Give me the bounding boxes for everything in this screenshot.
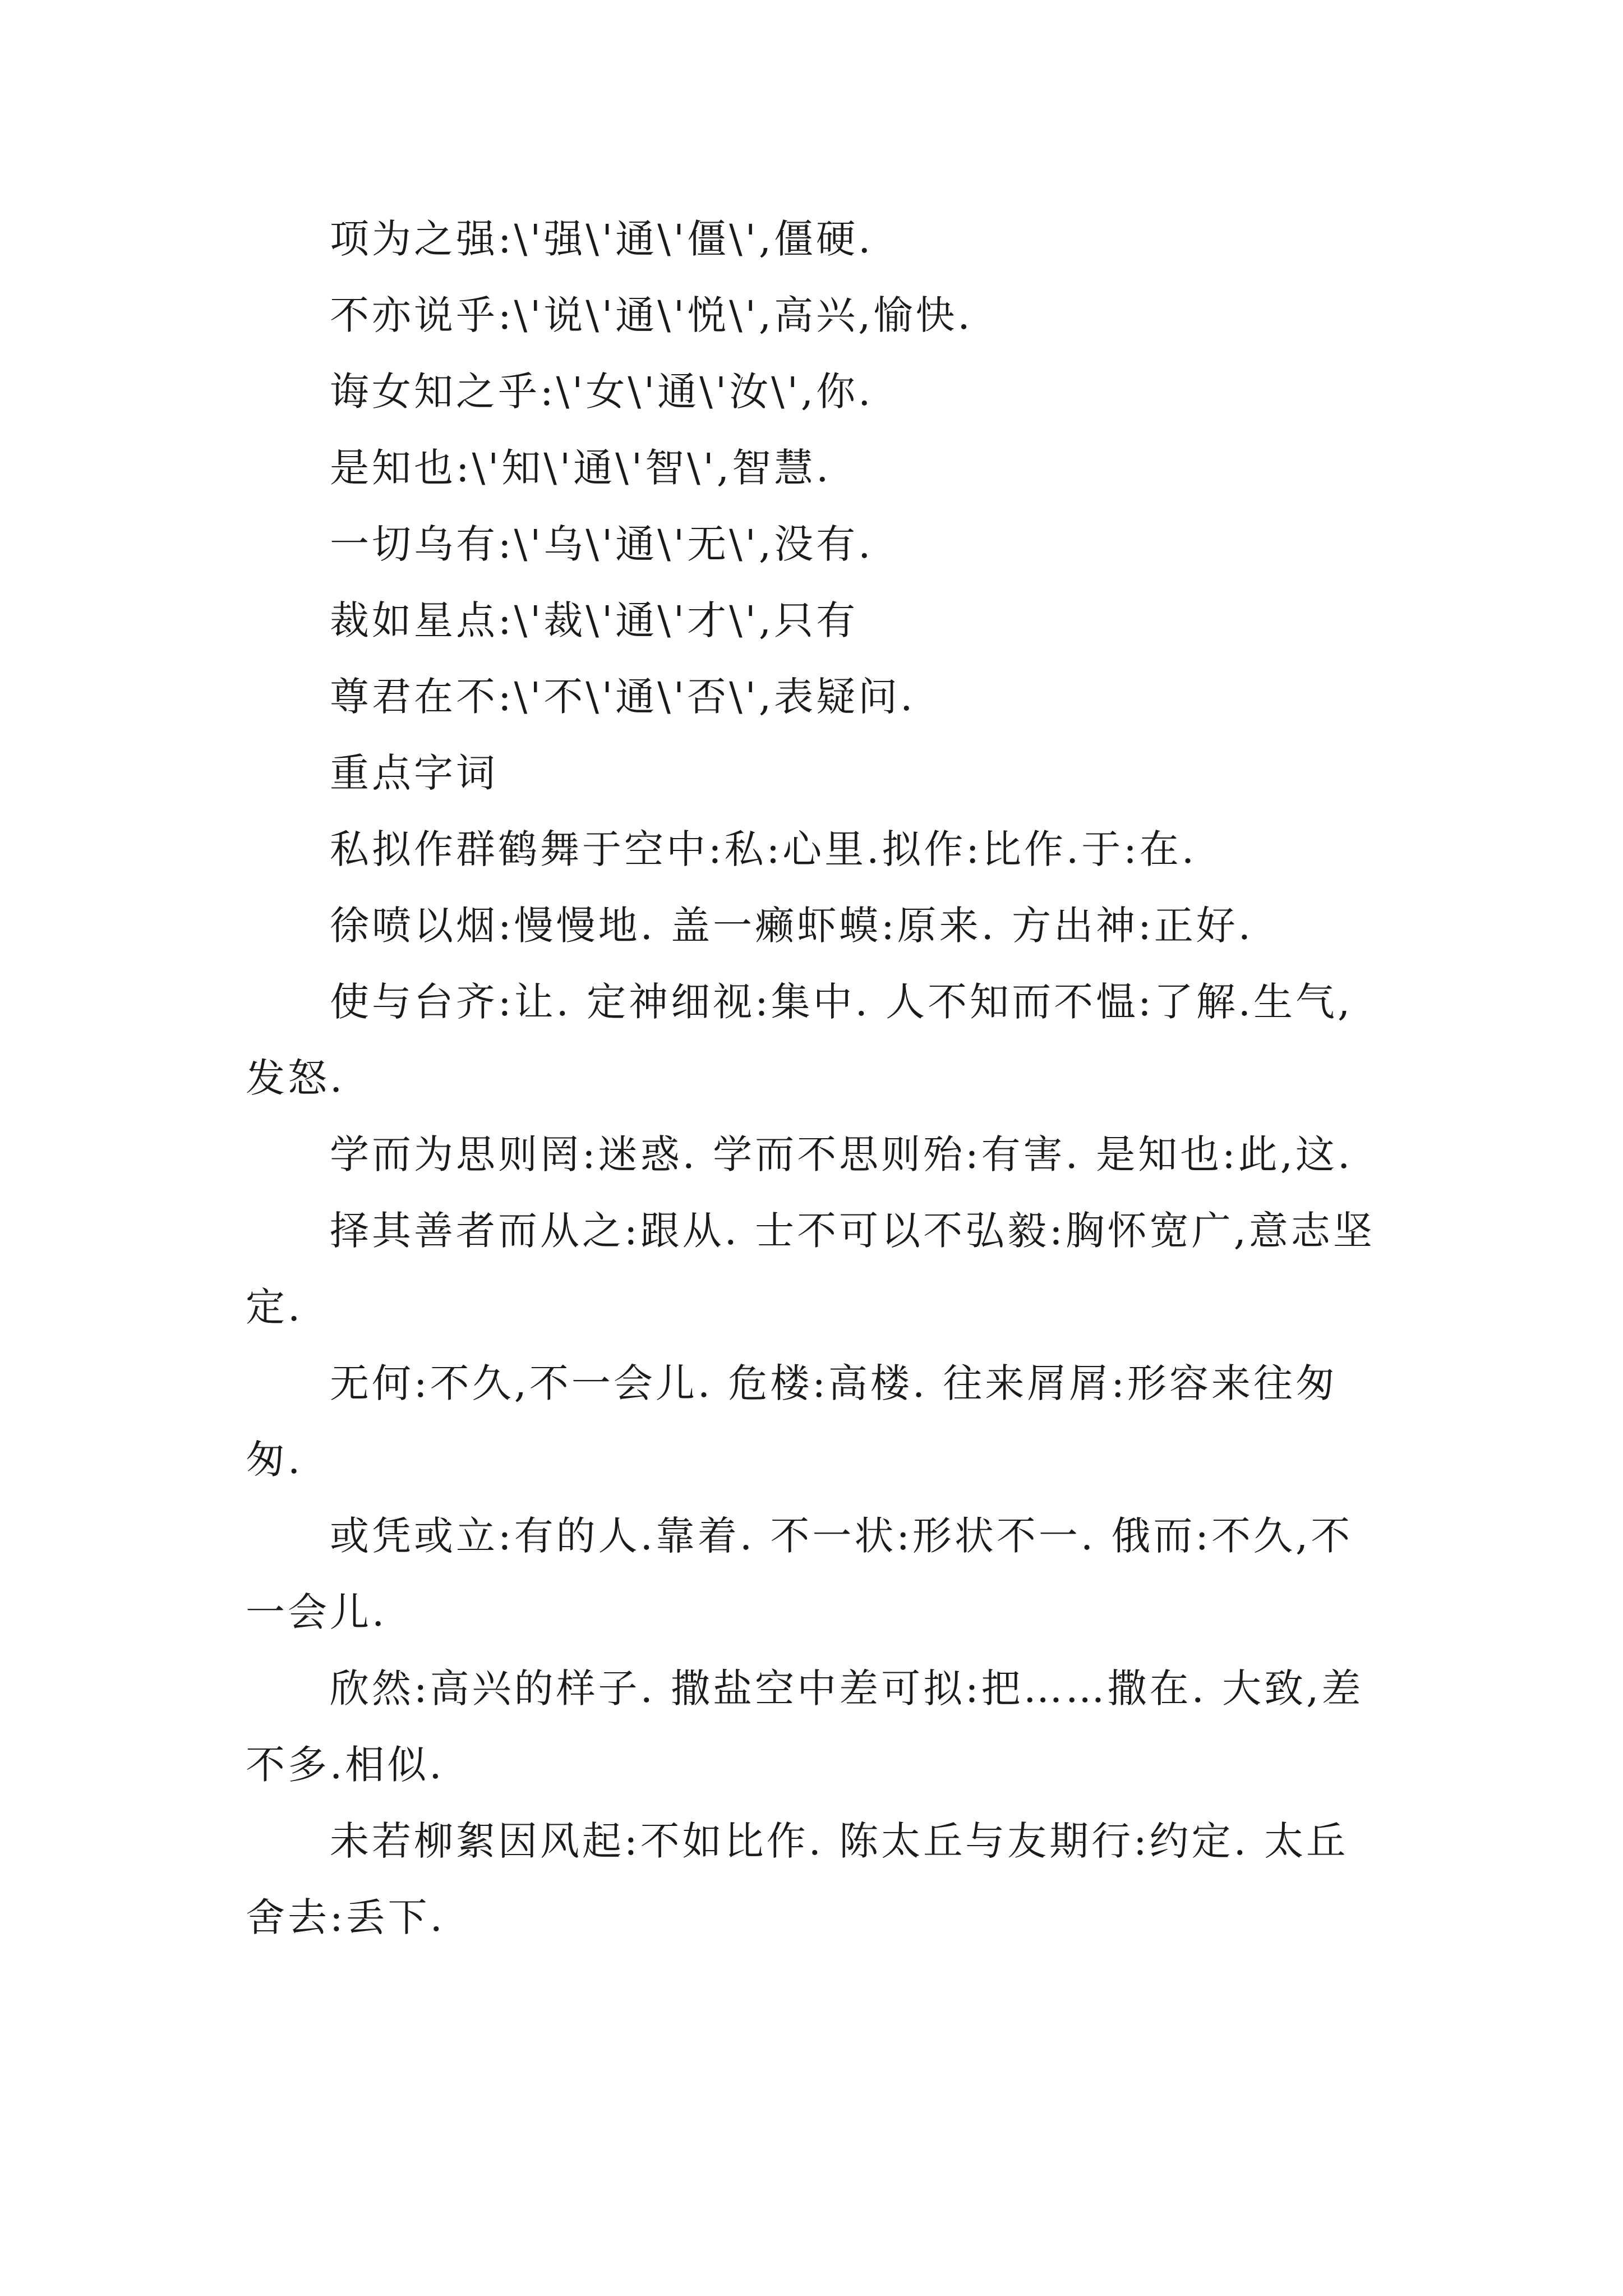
paragraph: 裁如星点:\'裁\'通\'才\',只有: [330, 597, 859, 643]
paragraph: 欣然:高兴的样子. 撒盐空中差可拟:把……撒在. 大致,差不多.相似.: [246, 1665, 1364, 1788]
paragraph: 尊君在不:\'不\'通\'否\',表疑问.: [330, 674, 916, 720]
document-body: [246, 201, 1384, 1955]
paragraph: 使与台齐:让. 定神细视:集中. 人不知而不愠:了解.生气,发怒.: [246, 979, 1353, 1101]
section-heading: 重点字词: [330, 750, 498, 796]
paragraph: 学而为思则罔:迷惑. 学而不思则殆:有害. 是知也:此,这.: [330, 1131, 1353, 1177]
paragraph: 或凭或立:有的人.靠着. 不一状:形状不一. 俄而:不久,不一会儿.: [246, 1513, 1353, 1635]
paragraph: 诲女知之乎:\'女\'通\'汝\',你.: [330, 369, 874, 415]
paragraph: 一切乌有:\'乌\'通\'无\',没有.: [330, 521, 874, 567]
paragraph: 未若柳絮因风起:不如比作. 陈太丘与友期行:约定. 太丘舍去:丢下.: [246, 1818, 1349, 1940]
paragraph: 不亦说乎:\'说\'通\'悦\',高兴,愉快.: [330, 292, 973, 338]
paragraph: 徐喷以烟:慢慢地. 盖一癞虾蟆:原来. 方出神:正好.: [330, 903, 1254, 949]
paragraph: 择其善者而从之:跟从. 士不可以不弘毅:胸怀宽广,意志坚定.: [246, 1208, 1375, 1330]
paragraph: 私拟作群鹤舞于空中:私:心里.拟作:比作.于:在.: [330, 826, 1197, 872]
paragraph: 无何:不久,不一会儿. 危楼:高楼. 往来屑屑:形容来往匆匆.: [246, 1360, 1338, 1483]
paragraph: 是知也:\'知\'通\'智\',智慧.: [330, 445, 832, 491]
paragraph: 项为之强:\'强\'通\'僵\',僵硬.: [330, 216, 874, 262]
